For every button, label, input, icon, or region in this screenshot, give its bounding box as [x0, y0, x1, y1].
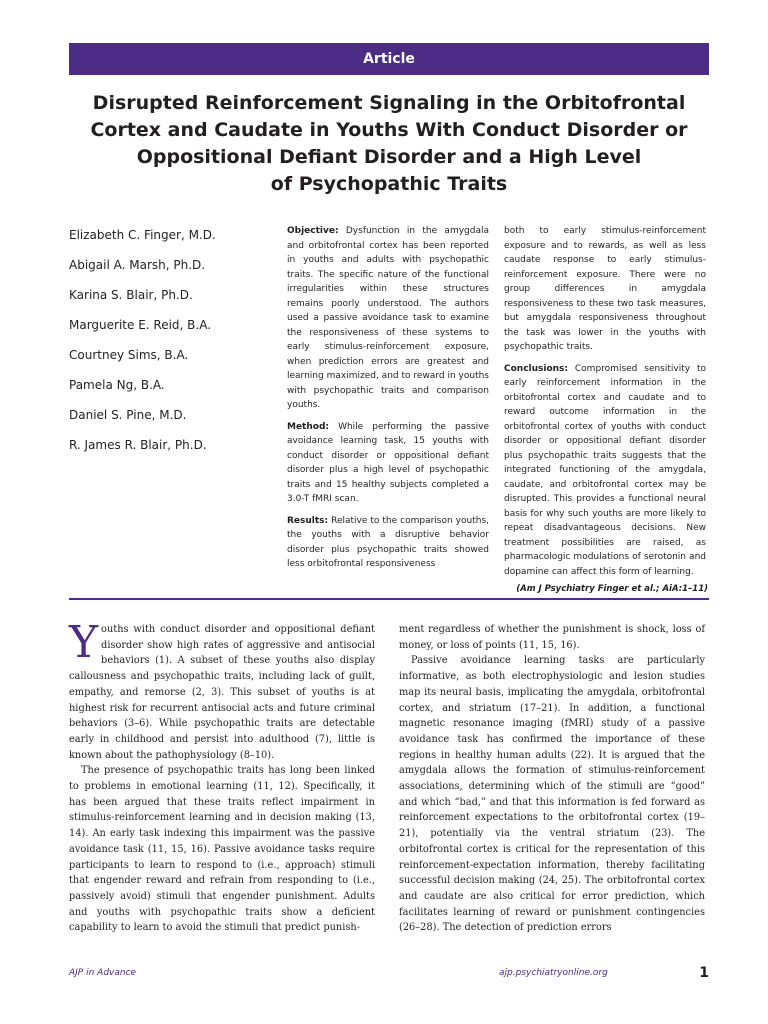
objective-label: Objective:	[287, 226, 339, 236]
abstract-conclusions	[504, 362, 706, 580]
author-list	[69, 226, 269, 466]
body-paragraph: ment regardless of whether the punishment is shock, loss of money, or loss of points (11, 15, 16).	[399, 624, 705, 651]
abstract-objective	[287, 224, 489, 413]
author-name: Karina S. Blair, Ph.D.	[69, 288, 193, 302]
author-name: Elizabeth C. Finger, M.D.	[69, 228, 216, 242]
body-paragraph	[69, 617, 375, 763]
article-banner: Article	[69, 43, 709, 75]
footer-url[interactable]: ajp.psychiatryonline.org	[499, 968, 608, 978]
paragraph-text: ouths with conduct disorder and oppositional defiant disorder show high rates of aggressive and antisocial behaviors (1). A subset of these youths also display callousness and psychopathic traits, including lack of guilt, empathy, and remorse (2, 3). This subset of youths is at highest risk for recurrent antisocial acts and future criminal behaviors (3–6). While psychopathic traits are detectable early in childhood and persist into adulthood (7), little is known about the pathophysiology (8–10).	[69, 624, 375, 761]
method-text: While performing the passive avoidance learning task, 15 youths with conduct disorder or oppositional defiant disorder plus a high level of psychopathic traits and 15 healthy subjects completed a 3.0-T fMRI scan.	[287, 421, 489, 504]
body-column-right	[399, 622, 705, 936]
author-name: Daniel S. Pine, M.D.	[69, 408, 187, 422]
abstract-results-continued: both to early stimulus-reinforcement exposure and to rewards, as well as less caudate response to early stimulus-reinforcement exposure. There were no group differences in amygdala responsiveness to these two task measures, but amygdala responsiveness throughout the task was lower in the youths with psychopathic traits.	[504, 226, 706, 352]
article-title	[60, 90, 718, 198]
title-line: of Psychopathic Traits	[270, 173, 508, 195]
author-name: R. James R. Blair, Ph.D.	[69, 438, 207, 452]
title-line: Cortex and Caudate in Youths With Conduct Disorder or	[90, 119, 688, 141]
abstract-column-left	[287, 224, 489, 579]
author-name: Pamela Ng, B.A.	[69, 378, 165, 392]
results-label: Results:	[287, 515, 329, 526]
title-line: Disrupted Reinforcement Signaling in the Orbitofrontal	[92, 92, 686, 114]
title-line: Oppositional Defiant Disorder and a High Level	[136, 146, 642, 168]
conclusions-label: Conclusions:	[504, 363, 569, 374]
author-name: Marguerite E. Reid, B.A.	[69, 318, 212, 332]
body-paragraph: The presence of psychopathic traits has long been linked to problems in emotional learning (11, 12). Specifically, it has been argued that these traits reflect impairment in stimulus-reinforcement learning and in decision making (13, 14). An early task indexing this impairment was the passive avoidance task (11, 15, 16). Passive avoidance tasks require participants to learn to respond to (i.e., approach) stimuli that engender reward and refrain from responding to (i.e., passively avoid) stimuli that engender punishment. Adults and youths with psychopathic traits show a deficient capability to learn to avoid the stimuli that predict punish-	[69, 765, 375, 934]
objective-text: Dysfunction in the amygdala and orbitofrontal cortex has been reported in youths and adults with psychopathic traits. The specific nature of the functional irregularities within these structures remains poorly understood. The authors used a passive avoidance task to examine the responsiveness of these systems to early stimulus-reinforcement exposure, when prediction errors are greatest and learning maximized, and to reward in youths with psychopathic traits and comparison youths.	[287, 226, 489, 410]
page-number: 1	[699, 965, 709, 981]
drop-cap: Y	[69, 617, 99, 668]
body-paragraph: Passive avoidance learning tasks are particularly informative, as both electrophysiologic and lesion studies map its neural basis, implicating the amygdala, orbitofrontal cortex, and striatum (17–21). In addition, a functional magnetic resonance imaging (fMRI) study of a passive avoidance task has confirmed the importance of these regions in healthy human adults (22). It is argued that the amygdala allows the formation of stimulus-reinforcement associations, determining which of the stimuli are “good” and which “bad,” and that this information is fed forward as reinforcement expectations to the orbitofrontal cortex (19–21), potentially via the ventral striatum (23). The orbitofrontal cortex is critical for the representation of this reinforcement-expectation information, thereby facilitating successful decision making (24, 25). The orbitofrontal cortex and caudate are also critical for error prediction, which facilitates learning of reward or punishment contingencies (26–28). The detection of prediction errors	[399, 655, 705, 934]
method-label: Method:	[287, 421, 329, 432]
footer-journal: AJP in Advance	[69, 968, 137, 978]
journal-citation: (Am J Psychiatry Finger et al.; AiA:1–11)	[516, 584, 708, 594]
section-divider	[69, 598, 709, 600]
body-column-left	[69, 617, 375, 936]
results-text: Relative to the comparison youths, the youths with a disruptive behavior disorder plus psychopathic traits showed less orbitofrontal responsiveness	[287, 515, 489, 569]
author-name: Courtney Sims, B.A.	[69, 348, 189, 362]
abstract-method	[287, 420, 489, 507]
author-name: Abigail A. Marsh, Ph.D.	[69, 258, 206, 272]
abstract-results	[287, 514, 489, 572]
abstract-column-right	[504, 224, 706, 586]
conclusions-text: Compromised sensitivity to early reinforcement information in the orbitofrontal cortex and caudate and to reward outcome information in the orbitofrontal cortex of youths with conduct disorder or oppositional defiant disorder plus psychopathic traits suggests that the integrated functioning of the amygdala, caudate, and orbitofrontal cortex may be disrupted. This provides a functional neural basis for why such youths are more likely to repeat disadvantageous decisions. New treatment possibilities are raised, as pharmacologic modulations of serotonin and dopamine can affect this form of learning.	[504, 363, 706, 577]
